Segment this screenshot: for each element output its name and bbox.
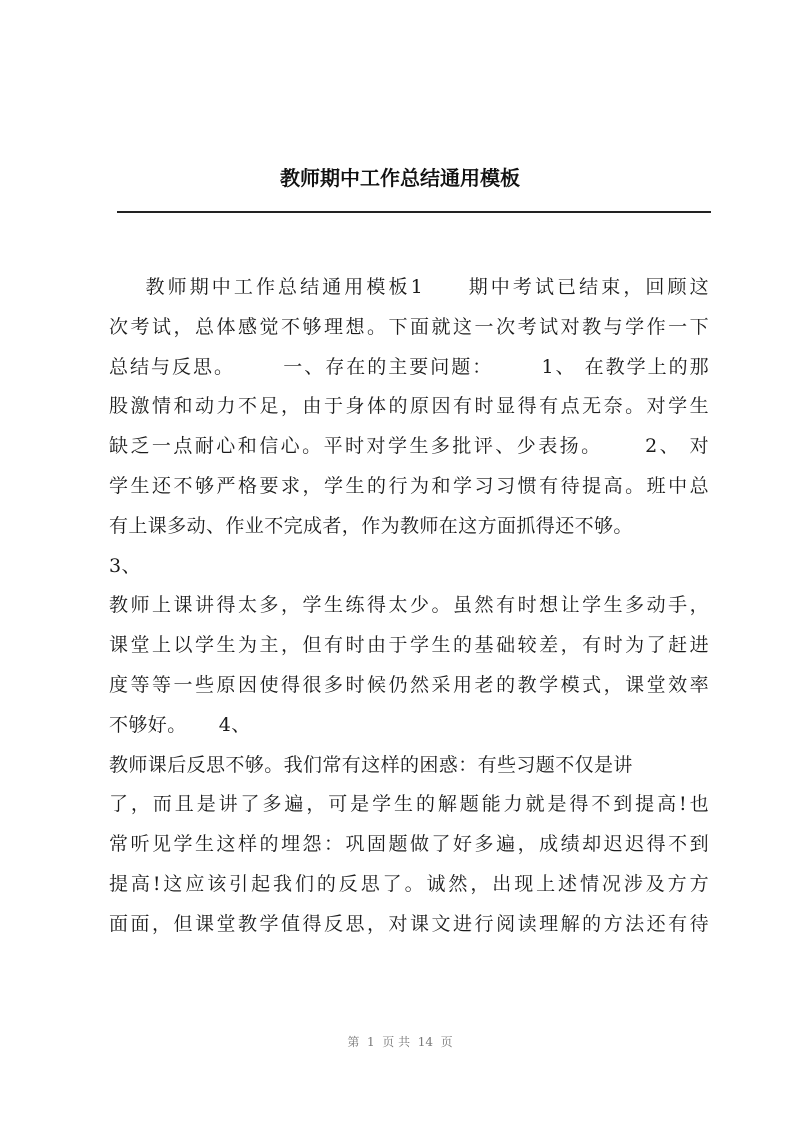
body-line: 课堂上以学生为主，但有时由于学生的基础较差，有时为了赶进: [109, 634, 709, 657]
page-footer: 第 1 页 共 14 页: [347, 1035, 453, 1049]
body-line: 股激情和动力不足，由于身体的原因有时显得有点无奈。对学生: [109, 395, 709, 418]
body-line: 3、: [109, 554, 141, 577]
body-line: 有上课多动、作业不完成者，作为教师在这方面抓得还不够。: [109, 514, 633, 537]
body-line: 提高!这应该引起我们的反思了。诚然，出现上述情况涉及方方: [109, 872, 709, 895]
body-line: 常听见学生这样的埋怨：巩固题做了好多遍，成绩却迟迟得不到: [109, 833, 709, 856]
body-line: 面面，但课堂教学值得反思，对课文进行阅读理解的方法还有待: [109, 912, 709, 935]
body-line: 教师期中工作总结通用模板1 期中考试已结束，回顾这: [109, 276, 709, 298]
body-line: 教师课后反思不够。我们常有这样的困惑：有些习题不仅是讲: [109, 753, 633, 776]
page-title: 教师期中工作总结通用模板: [280, 166, 520, 190]
body-line: 不够好。 4、: [109, 713, 251, 736]
body-line: 教师上课讲得太多，学生练得太少。虽然有时想让学生多动手，: [109, 594, 709, 617]
body-line: 缺乏一点耐心和信心。平时对学生多批评、少表扬。 2、 对: [109, 435, 709, 458]
body-line: 度等等一些原因使得很多时候仍然采用老的教学模式，课堂效率: [109, 673, 709, 696]
body-text: [109, 268, 709, 945]
body-line: 了，而且是讲了多遍，可是学生的解题能力就是得不到提高!也: [109, 793, 709, 816]
body-line: 总结与反思。 一、存在的主要问题： 1、 在教学上的那: [109, 355, 709, 378]
body-line: 次考试，总体感觉不够理想。下面就这一次考试对教与学作一下: [109, 315, 709, 338]
title-divider: [117, 211, 711, 213]
body-line: 学生还不够严格要求，学生的行为和学习习惯有待提高。班中总: [109, 474, 709, 497]
